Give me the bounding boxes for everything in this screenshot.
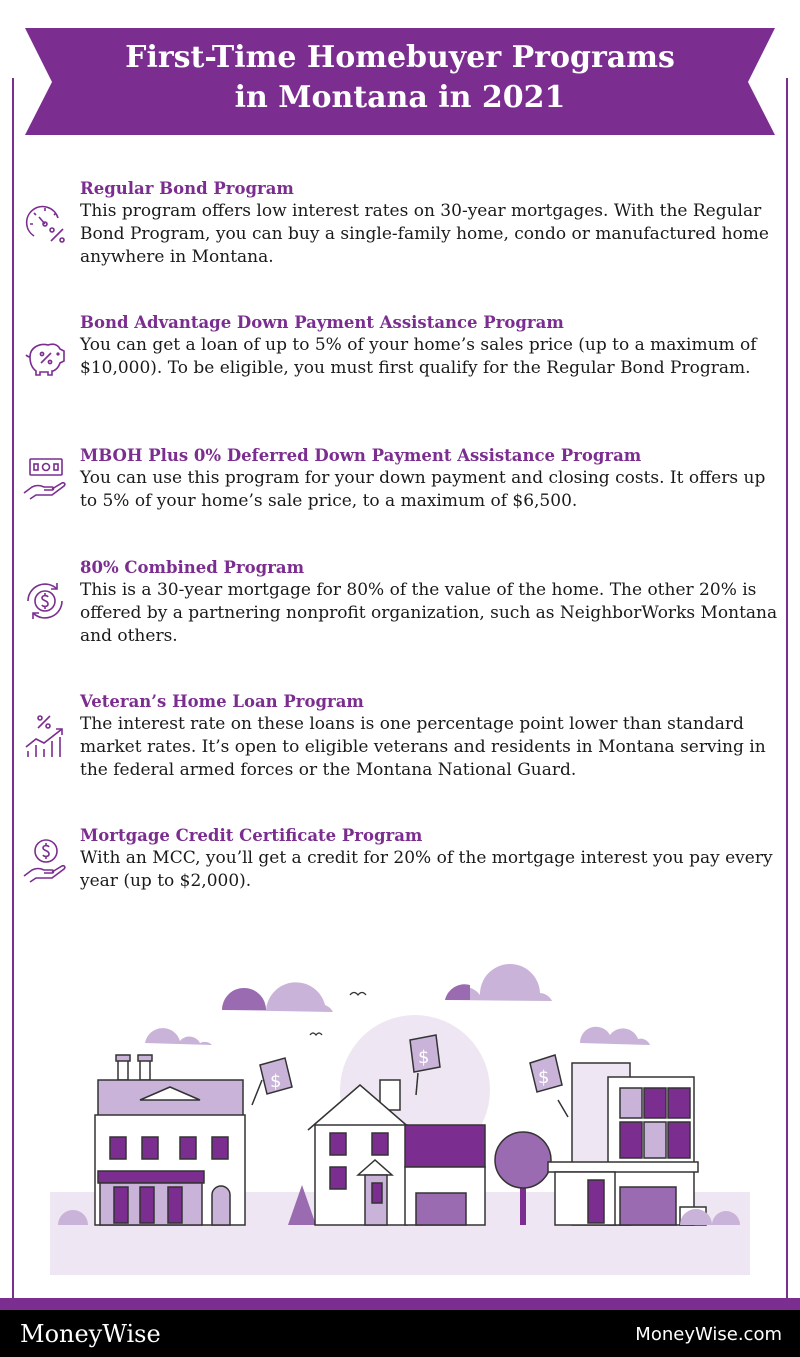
house-3 bbox=[548, 1063, 706, 1225]
program-description: This program offers low interest rates on 30-year mortgages. With the Regular Bond Program, you can buy a single-family home, condo or manufactured home anywhere in Montana. bbox=[80, 201, 769, 267]
page-title bbox=[0, 38, 800, 118]
price-tag bbox=[530, 1055, 568, 1117]
program-title: Veteran’s Home Loan Program bbox=[80, 692, 364, 711]
program-mcc bbox=[80, 825, 780, 893]
program-description: The interest rate on these loans is one percentage point lower than standard market rates. It’s open to eligible veterans and residents in Montana serving in the federal armed forces or the Montana National Guard. bbox=[80, 714, 766, 780]
program-title: Regular Bond Program bbox=[80, 179, 294, 198]
program-veterans bbox=[80, 691, 780, 782]
svg-text:$: $ bbox=[270, 1071, 282, 1092]
dollar-cycle-icon bbox=[22, 578, 68, 624]
houses-illustration bbox=[40, 955, 760, 1285]
program-mboh-plus bbox=[80, 445, 780, 513]
site-link[interactable]: MoneyWise.com bbox=[635, 1324, 782, 1345]
hand-dollar-coin-icon bbox=[22, 838, 68, 884]
footer bbox=[0, 1310, 800, 1357]
program-description: You can get a loan of up to 5% of your home’s sales price (up to a maximum of $10,000). To be eligible, you must first qualify for the Regular Bond Program. bbox=[80, 335, 757, 378]
percent-growth-chart-icon bbox=[22, 713, 68, 759]
title-line-2: in Montana in 2021 bbox=[234, 80, 566, 115]
footer-stripe bbox=[0, 1298, 800, 1310]
program-title: 80% Combined Program bbox=[80, 558, 305, 577]
program-description: You can use this program for your down payment and closing costs. It offers up to 5% of your home’s sale price, to a maximum of $6,500. bbox=[80, 468, 766, 511]
title-banner bbox=[0, 0, 800, 140]
svg-text:$: $ bbox=[418, 1047, 430, 1068]
title-line-1: First-Time Homebuyer Programs bbox=[125, 40, 675, 75]
price-tag bbox=[252, 1058, 292, 1105]
program-description: With an MCC, you’ll get a credit for 20% of the mortgage interest you pay every year (up to $2,000). bbox=[80, 848, 773, 891]
percent-gauge-icon bbox=[22, 200, 68, 246]
piggy-bank-percent-icon bbox=[22, 335, 68, 381]
program-80-combined bbox=[80, 557, 780, 648]
program-title: MBOH Plus 0% Deferred Down Payment Assistance Program bbox=[80, 446, 642, 465]
program-bond-advantage bbox=[80, 312, 780, 380]
brand-logo[interactable]: MoneyWise bbox=[20, 1320, 161, 1348]
program-description: This is a 30-year mortgage for 80% of the value of the home. The other 20% is offered by a partnering nonprofit organization, such as NeighborWorks Montana and others. bbox=[80, 580, 778, 646]
hand-cash-icon bbox=[22, 455, 68, 501]
program-regular-bond bbox=[80, 178, 780, 269]
svg-text:$: $ bbox=[538, 1067, 550, 1088]
program-title: Mortgage Credit Certificate Program bbox=[80, 826, 423, 845]
program-title: Bond Advantage Down Payment Assistance Program bbox=[80, 313, 564, 332]
neighborhood-scene bbox=[40, 955, 760, 1285]
house-1 bbox=[95, 1055, 245, 1225]
